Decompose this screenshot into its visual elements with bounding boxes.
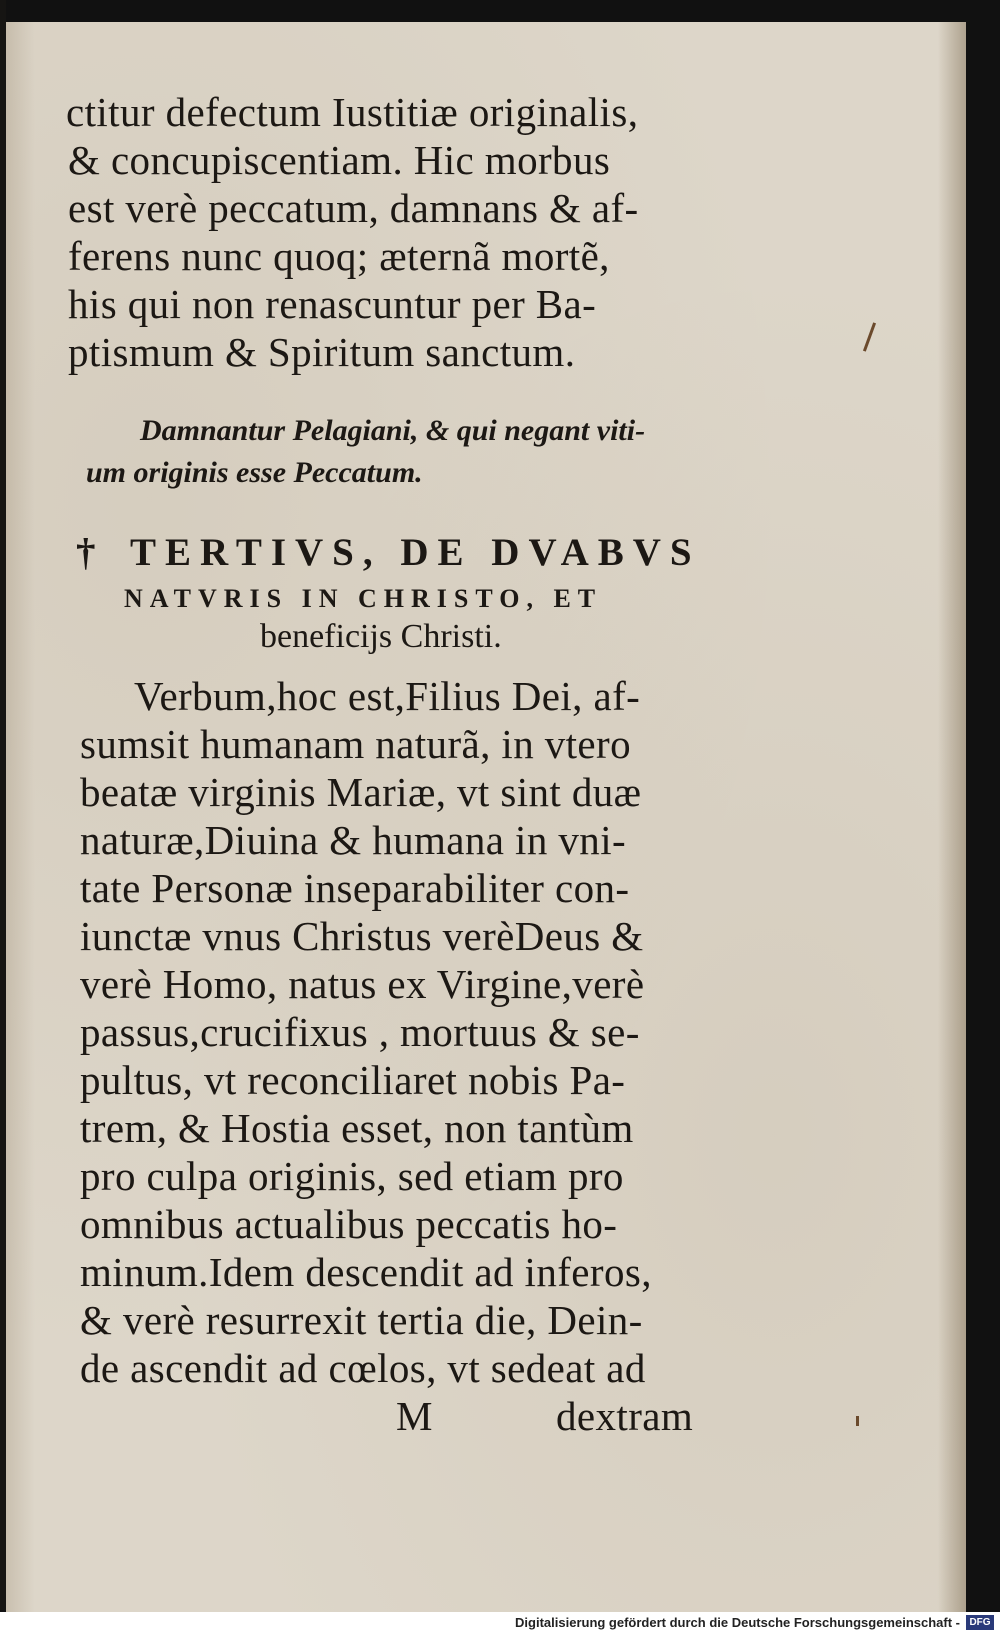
text-line: Verbum,hoc est,Filius Dei, af-	[134, 673, 641, 719]
book-page	[6, 22, 966, 1612]
text-line: pultus, vt reconciliaret nobis Pa-	[80, 1057, 626, 1103]
text-line: beatæ virginis Mariæ, vt sint duæ	[80, 769, 642, 815]
text-line: verè Homo, natus ex Virgine,verè	[80, 961, 645, 1007]
text-line: & concupiscentiam. Hic morbus	[68, 137, 611, 183]
dfg-logo-icon: DFG	[966, 1615, 994, 1630]
ink-stain	[856, 1416, 859, 1426]
text-line: sumsit humanam naturã, in vtero	[80, 721, 631, 767]
footer-bar	[0, 1612, 1000, 1635]
text-line: trem, & Hostia esset, non tantùm	[80, 1105, 634, 1151]
ink-stain	[863, 322, 876, 351]
text-line: & verè resurrexit tertia die, Dein-	[80, 1297, 643, 1343]
text-line: de ascendit ad cœlos, vt sedeat ad	[80, 1345, 646, 1391]
text-line: pro culpa originis, sed etiam pro	[80, 1153, 624, 1199]
text-line: iunctæ vnus Christus verèDeus &	[80, 913, 644, 959]
text-line: ferens nunc quoq; æternã mortẽ,	[68, 233, 610, 279]
text-line: passus,crucifixus , mortuus & se-	[80, 1009, 640, 1055]
page-edge-shadow	[938, 22, 966, 1612]
text-line: est verè peccatum, damnans & af-	[68, 185, 639, 231]
text-line: ctitur defectum Iustitiæ originalis,	[66, 89, 639, 135]
section-subheading: NATVRIS IN CHRISTO, ET	[124, 584, 603, 613]
heading-mark: †	[76, 531, 105, 574]
section-subheading-2: beneficijs Christi.	[260, 618, 502, 655]
text-line: tate Personæ inseparabiliter con-	[80, 865, 630, 911]
text-line: naturæ,Diuina & humana in vni-	[80, 817, 627, 863]
catchword: dextram	[556, 1393, 694, 1439]
rubric-line: Damnantur Pelagiani, & qui negant viti-	[140, 414, 646, 447]
text-line: omnibus actualibus peccatis ho-	[80, 1201, 618, 1247]
rubric-line: um originis esse Peccatum.	[86, 456, 423, 489]
text-line: his qui non renascuntur per Ba-	[68, 281, 597, 327]
footer-credit: Digitalisierung gefördert durch die Deutsche Forschungsgemeinschaft -	[515, 1615, 960, 1630]
text-line: ptismum & Spiritum sanctum.	[68, 329, 576, 375]
signature-mark: M	[396, 1393, 433, 1439]
text-line: minum.Idem descendit ad inferos,	[80, 1249, 652, 1295]
section-heading: TERTIVS, DE DVABVS	[130, 531, 701, 574]
